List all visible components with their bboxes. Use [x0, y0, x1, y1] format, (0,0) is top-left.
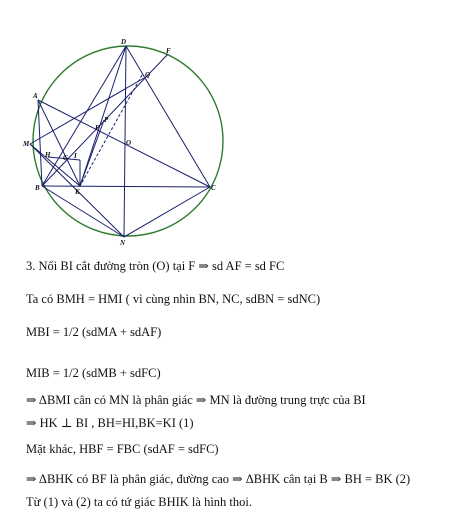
svg-text:E: E — [95, 124, 100, 132]
svg-text:G: G — [63, 154, 69, 162]
line-4: MIB = 1/2 (sdMB + sdFC) — [26, 366, 161, 380]
svg-text:M: M — [23, 140, 30, 148]
line-9: Từ (1) và (2) ta có tứ giác BHIK là hình thoi. — [26, 495, 252, 509]
svg-text:H: H — [45, 151, 51, 159]
svg-text:P: P — [104, 116, 109, 124]
line-6: ⇒ HK ⊥ BI , BH=HI,BK=KI (1) — [26, 416, 194, 430]
line-2: Ta có BMH = HMI ( vì cùng nhìn BN, NC, sdBN = sdNC) — [26, 292, 321, 306]
svg-text:F: F — [166, 47, 171, 55]
line-5: ⇒ ΔBMI cân có MN là phân giác ⇒ MN là đường trung trực của BI — [26, 393, 366, 407]
geometry-figure — [0, 0, 457, 250]
svg-text:K: K — [75, 188, 80, 196]
line-7: Mặt khác, HBF = FBC (sdAF = sdFC) — [26, 442, 219, 456]
svg-text:C: C — [211, 184, 216, 192]
line-1: 3. Nối BI cắt đường tròn (O) tại F ⇒ sd AF = sd FC — [26, 259, 285, 273]
svg-text:A: A — [33, 92, 38, 100]
svg-text:Q: Q — [145, 71, 151, 79]
line-3: MBI = 1/2 (sdMA + sdAF) — [26, 325, 162, 339]
svg-text:I: I — [74, 152, 77, 160]
svg-text:N: N — [120, 239, 126, 247]
svg-text:O: O — [126, 139, 132, 147]
svg-text:B: B — [35, 184, 40, 192]
figure-lines — [30, 46, 210, 237]
svg-text:D: D — [121, 38, 127, 46]
line-8: ⇒ ΔBHK có BF là phân giác, đường cao ⇒ ΔBHK cân tại B ⇒ BH = BK (2) — [26, 472, 411, 486]
